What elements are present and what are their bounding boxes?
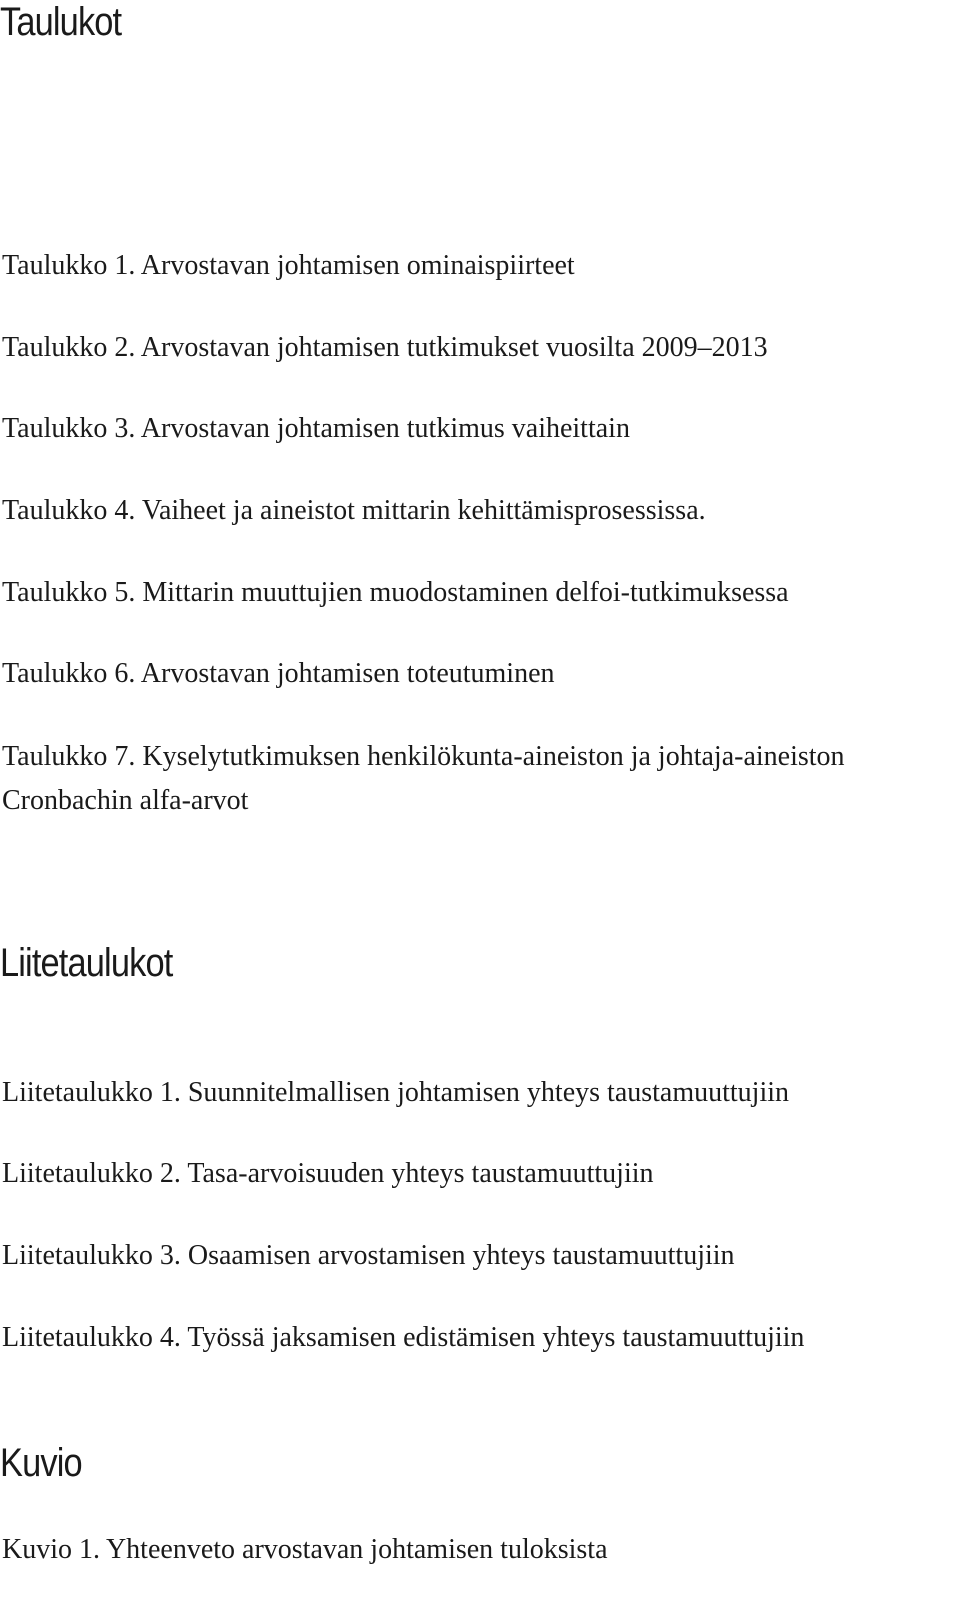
appendix-table-list-item-4: Liitetaulukko 4. Työssä jaksamisen edistämisen yhteys taustamuuttujiin bbox=[2, 1322, 805, 1353]
table-list-item-7-continued: Cronbachin alfa-arvot bbox=[2, 785, 249, 816]
figure-list-item-1: Kuvio 1. Yhteenveto arvostavan johtamisen tuloksista bbox=[2, 1534, 608, 1565]
table-list-item-5: Taulukko 5. Mittarin muuttujien muodostaminen delfoi-tutkimuksessa bbox=[2, 577, 789, 608]
table-list-item-2: Taulukko 2. Arvostavan johtamisen tutkimukset vuosilta 2009–2013 bbox=[2, 332, 768, 363]
table-list-item-3: Taulukko 3. Arvostavan johtamisen tutkimus vaiheittain bbox=[2, 413, 630, 444]
table-list-item-7: Taulukko 7. Kyselytutkimuksen henkilökunta-aineiston ja johtaja-aineiston bbox=[2, 741, 845, 772]
section-heading-liitetaulukot: Liitetaulukot bbox=[0, 941, 173, 985]
appendix-table-list-item-1: Liitetaulukko 1. Suunnitelmallisen johtamisen yhteys taustamuuttujiin bbox=[2, 1077, 790, 1108]
table-list-item-1: Taulukko 1. Arvostavan johtamisen ominaispiirteet bbox=[2, 250, 575, 281]
table-list-item-6: Taulukko 6. Arvostavan johtamisen toteutuminen bbox=[2, 658, 555, 689]
section-heading-taulukot: Taulukot bbox=[0, 0, 122, 44]
appendix-table-list-item-2: Liitetaulukko 2. Tasa-arvoisuuden yhteys taustamuuttujiin bbox=[2, 1158, 654, 1189]
appendix-table-list-item-3: Liitetaulukko 3. Osaamisen arvostamisen yhteys taustamuuttujiin bbox=[2, 1240, 735, 1271]
section-heading-kuvio: Kuvio bbox=[0, 1441, 82, 1485]
table-list-item-4: Taulukko 4. Vaiheet ja aineistot mittarin kehittämisprosessissa. bbox=[2, 495, 706, 526]
